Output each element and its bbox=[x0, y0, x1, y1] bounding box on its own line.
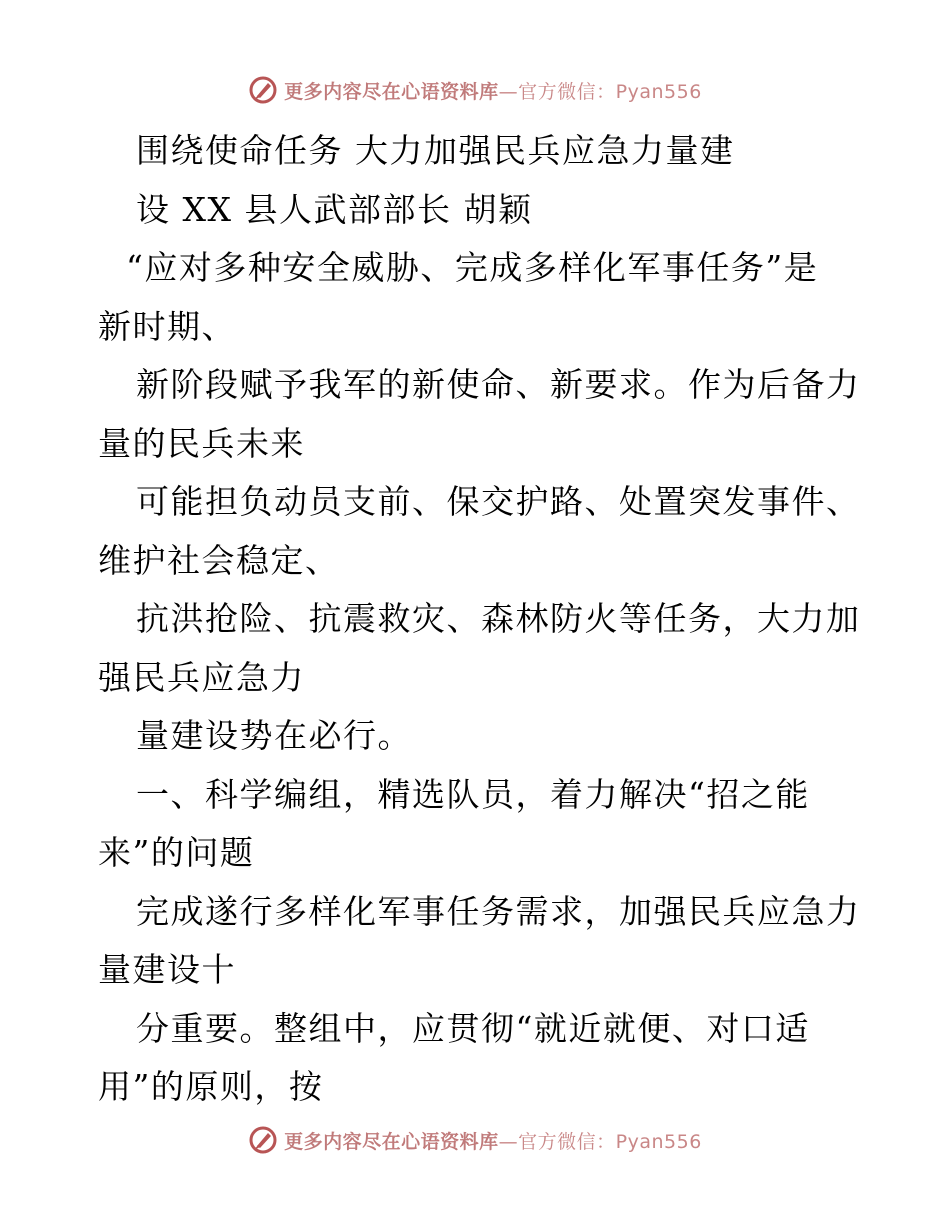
watermark-text bbox=[284, 77, 702, 104]
watermark-dash: — bbox=[498, 1130, 519, 1153]
watermark-wechat: 官方微信：Pyan556 bbox=[518, 1130, 702, 1153]
paragraph-line: 新阶段赋予我军的新使命、新要求。作为后备力 bbox=[136, 365, 861, 404]
document-title-line-2: 设 XX 县人武部部长 胡颖 bbox=[136, 189, 533, 229]
section-heading-line: 来”的问题 bbox=[98, 833, 255, 872]
watermark-site: 更多内容尽在心语资料库 bbox=[284, 1130, 499, 1153]
paragraph-line: 新时期、 bbox=[98, 306, 236, 346]
document-title-line-1: 围绕使命任务 大力加强民兵应急力量建 bbox=[136, 131, 735, 170]
watermark-text bbox=[284, 1127, 702, 1154]
header-watermark bbox=[0, 70, 950, 110]
section-heading-line: 一、科学编组，精选队员，着力解决“招之能 bbox=[136, 774, 810, 814]
pen-logo-icon bbox=[248, 75, 278, 105]
paragraph-line: 维护社会稳定、 bbox=[98, 540, 340, 580]
paragraph-line: 抗洪抢险、抗震救灾、森林防火等任务，大力加 bbox=[136, 599, 861, 638]
watermark-wechat: 官方微信：Pyan556 bbox=[518, 80, 702, 103]
footer-watermark bbox=[0, 1120, 950, 1160]
paragraph-line: 强民兵应急力 bbox=[98, 657, 305, 697]
watermark-dash: — bbox=[498, 80, 519, 103]
paragraph-line: 分重要。整组中，应贯彻“就近就便、对口适 bbox=[136, 1008, 810, 1048]
paragraph-line: 量的民兵未来 bbox=[98, 423, 305, 463]
paragraph-line: 可能担负动员支前、保交护路、处置突发事件、 bbox=[136, 482, 861, 521]
paragraph-line: “应对多种安全威胁、完成多样化军事任务”是 bbox=[126, 248, 819, 287]
paragraph-line: 量建设势在必行。 bbox=[136, 716, 412, 755]
paragraph-line: 完成遂行多样化军事任务需求，加强民兵应急力 bbox=[136, 891, 861, 931]
pen-logo-icon bbox=[248, 1125, 278, 1155]
paragraph-line: 用”的原则，按 bbox=[98, 1067, 324, 1106]
paragraph-line: 量建设十 bbox=[98, 950, 236, 989]
watermark-site: 更多内容尽在心语资料库 bbox=[284, 80, 499, 103]
document-body bbox=[98, 122, 868, 1117]
